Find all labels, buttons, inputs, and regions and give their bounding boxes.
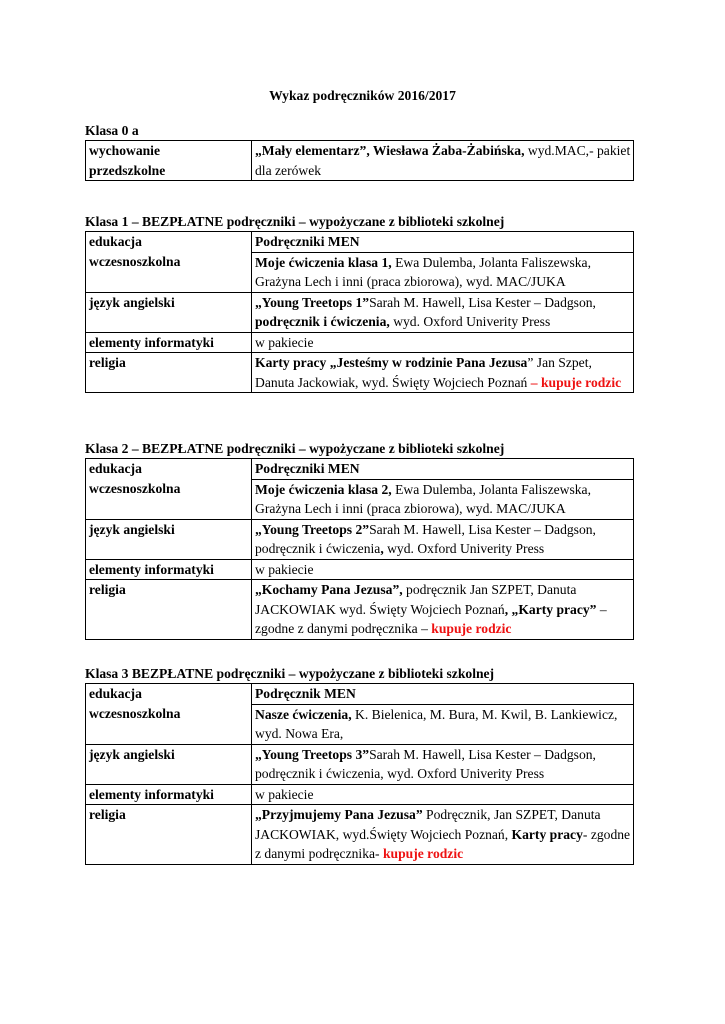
book-cell: [252, 704, 634, 744]
subject-cell: język angielski: [86, 292, 252, 332]
section-heading: Klasa 3 BEZPŁATNE podręczniki – wypożyczane z biblioteki szkolnej: [85, 666, 495, 681]
men-label: Podręczniki MEN: [252, 232, 634, 253]
book-cell: [252, 141, 634, 181]
book-cell: w pakiecie: [252, 332, 634, 353]
book-details: – zgodne z danymi podręcznika –: [255, 601, 607, 636]
table-row: [86, 232, 634, 253]
book-cell: w pakiecie: [252, 559, 634, 580]
parent-buys-note: kupuje rodzic: [382, 846, 464, 861]
book-title: Nasze ćwiczenia,: [255, 706, 352, 722]
book-title: „Przyjmujemy Pana Jezusa”: [255, 807, 423, 822]
subject-cell: [86, 684, 252, 745]
table-row: [86, 292, 634, 332]
parent-buys-note: kupuje rodzic: [431, 621, 512, 636]
subject-label: wczesnoszkolna: [89, 705, 181, 721]
subject-label: przedszkolne: [89, 162, 166, 178]
table-row: [86, 684, 634, 705]
book-title: Karty pracy „Jesteśmy w rodzinie Pana Jezusa: [255, 355, 528, 370]
parent-buys-note: – kupuje rodzic: [530, 374, 622, 390]
subject-cell: elementy informatyki: [86, 332, 252, 353]
table-row: [86, 519, 634, 559]
book-details: ” Jan Szpet, Danuta Jackowiak, wyd. Święty Wojciech Poznań: [255, 355, 592, 390]
subject-label: edukacja: [89, 686, 142, 701]
book-type: ,: [380, 541, 384, 556]
men-label: Podręcznik MEN: [252, 684, 634, 705]
section-klasa-2: [85, 439, 633, 640]
table-row: [86, 580, 634, 640]
book-table: [85, 458, 634, 640]
book-details: Sarah M. Hawell, Lisa Kester – Dadgson, podręcznik i ćwiczenia, wyd. Oxford Univerity Press: [255, 746, 596, 781]
book-type: podręcznik i ćwiczenia,: [255, 314, 390, 329]
book-publisher: wyd. Oxford Univerity Press: [389, 314, 551, 329]
book-details: Ewa Dulemba, Jolanta Faliszewska, Grażyna Lech i inni (praca zbiorowa), wyd. MAC/JUKA: [255, 254, 591, 289]
subject-label: edukacja: [89, 461, 142, 476]
book-title: „Mały elementarz”, Wiesława Żaba-Żabińska,: [255, 143, 525, 158]
book-cell: w pakiecie: [252, 784, 634, 805]
book-details: K. Bielenica, M. Bura, M. Kwil, B. Lankiewicz, wyd. Nowa Era,: [255, 706, 618, 741]
book-cell: [252, 479, 634, 519]
book-title: Moje ćwiczenia klasa 1,: [255, 254, 392, 270]
subject-cell: [86, 459, 252, 520]
subject-cell: elementy informatyki: [86, 784, 252, 805]
book-details: Podręcznik, Jan SZPET, Danuta JACKOWIAK, wyd.Święty Wojciech Poznań,: [255, 807, 601, 842]
subject-cell: religia: [86, 353, 252, 393]
subject-cell: religia: [86, 805, 252, 865]
subject-label: wczesnoszkolna: [89, 253, 181, 269]
workbook-title: , „Karty pracy”: [504, 601, 597, 617]
section-klasa-1: [85, 212, 633, 393]
subject-label: wychowanie: [89, 143, 160, 158]
book-cell: [252, 805, 634, 865]
section-klasa-0: [85, 121, 633, 181]
subject-cell: religia: [86, 580, 252, 640]
table-row: [86, 805, 634, 865]
subject-cell: język angielski: [86, 519, 252, 559]
book-table: [85, 140, 634, 181]
book-publisher: wyd. Oxford Univerity Press: [383, 541, 545, 556]
book-details: Sarah M. Hawell, Lisa Kester – Dadgson, podręcznik i ćwiczenia: [255, 521, 596, 556]
book-title: „Young Treetops 1”: [255, 294, 370, 310]
workbook-title: Karty pracy: [511, 826, 583, 842]
book-title: „Kochamy Pana Jezusa”,: [255, 582, 403, 597]
men-label: Podręczniki MEN: [252, 459, 634, 480]
table-row: [86, 459, 634, 480]
book-cell: [252, 744, 634, 784]
book-details: podręcznik Jan SZPET, Danuta JACKOWIAK wyd. Święty Wojciech Poznań: [255, 582, 577, 617]
book-details: wyd.MAC,- pakiet dla zerówek: [255, 143, 631, 178]
subject-cell: [86, 141, 252, 181]
book-cell: [252, 252, 634, 292]
table-row: [86, 332, 634, 353]
table-row: [86, 744, 634, 784]
book-details: - zgodne z danymi podręcznika-: [255, 826, 631, 861]
book-table: [85, 231, 634, 393]
section-heading: Klasa 0 a: [85, 123, 139, 138]
subject-cell: elementy informatyki: [86, 559, 252, 580]
page-title: Wykaz podręczników 2016/2017: [269, 88, 456, 103]
book-cell: [252, 519, 634, 559]
book-title: Moje ćwiczenia klasa 2,: [255, 481, 392, 497]
book-details: Ewa Dulemba, Jolanta Faliszewska, Grażyna Lech i inni (praca zbiorowa), wyd. MAC/JUKA: [255, 481, 591, 516]
book-title: „Young Treetops 2”: [255, 521, 370, 537]
table-row: [86, 559, 634, 580]
table-row: [86, 353, 634, 393]
section-klasa-3: [85, 664, 633, 865]
subject-cell: język angielski: [86, 744, 252, 784]
subject-cell: [86, 232, 252, 293]
table-row: [86, 784, 634, 805]
table-row: [86, 141, 634, 181]
subject-label: wczesnoszkolna: [89, 480, 181, 496]
book-cell: [252, 353, 634, 393]
book-cell: [252, 580, 634, 640]
book-cell: [252, 292, 634, 332]
book-title: „Young Treetops 3”: [255, 746, 370, 762]
book-table: [85, 683, 634, 865]
section-heading: Klasa 1 – BEZPŁATNE podręczniki – wypożyczane z biblioteki szkolnej: [85, 214, 505, 229]
book-details: Sarah M. Hawell, Lisa Kester – Dadgson,: [369, 294, 596, 310]
section-heading: Klasa 2 – BEZPŁATNE podręczniki – wypożyczane z biblioteki szkolnej: [85, 441, 505, 456]
subject-label: edukacja: [89, 234, 142, 249]
